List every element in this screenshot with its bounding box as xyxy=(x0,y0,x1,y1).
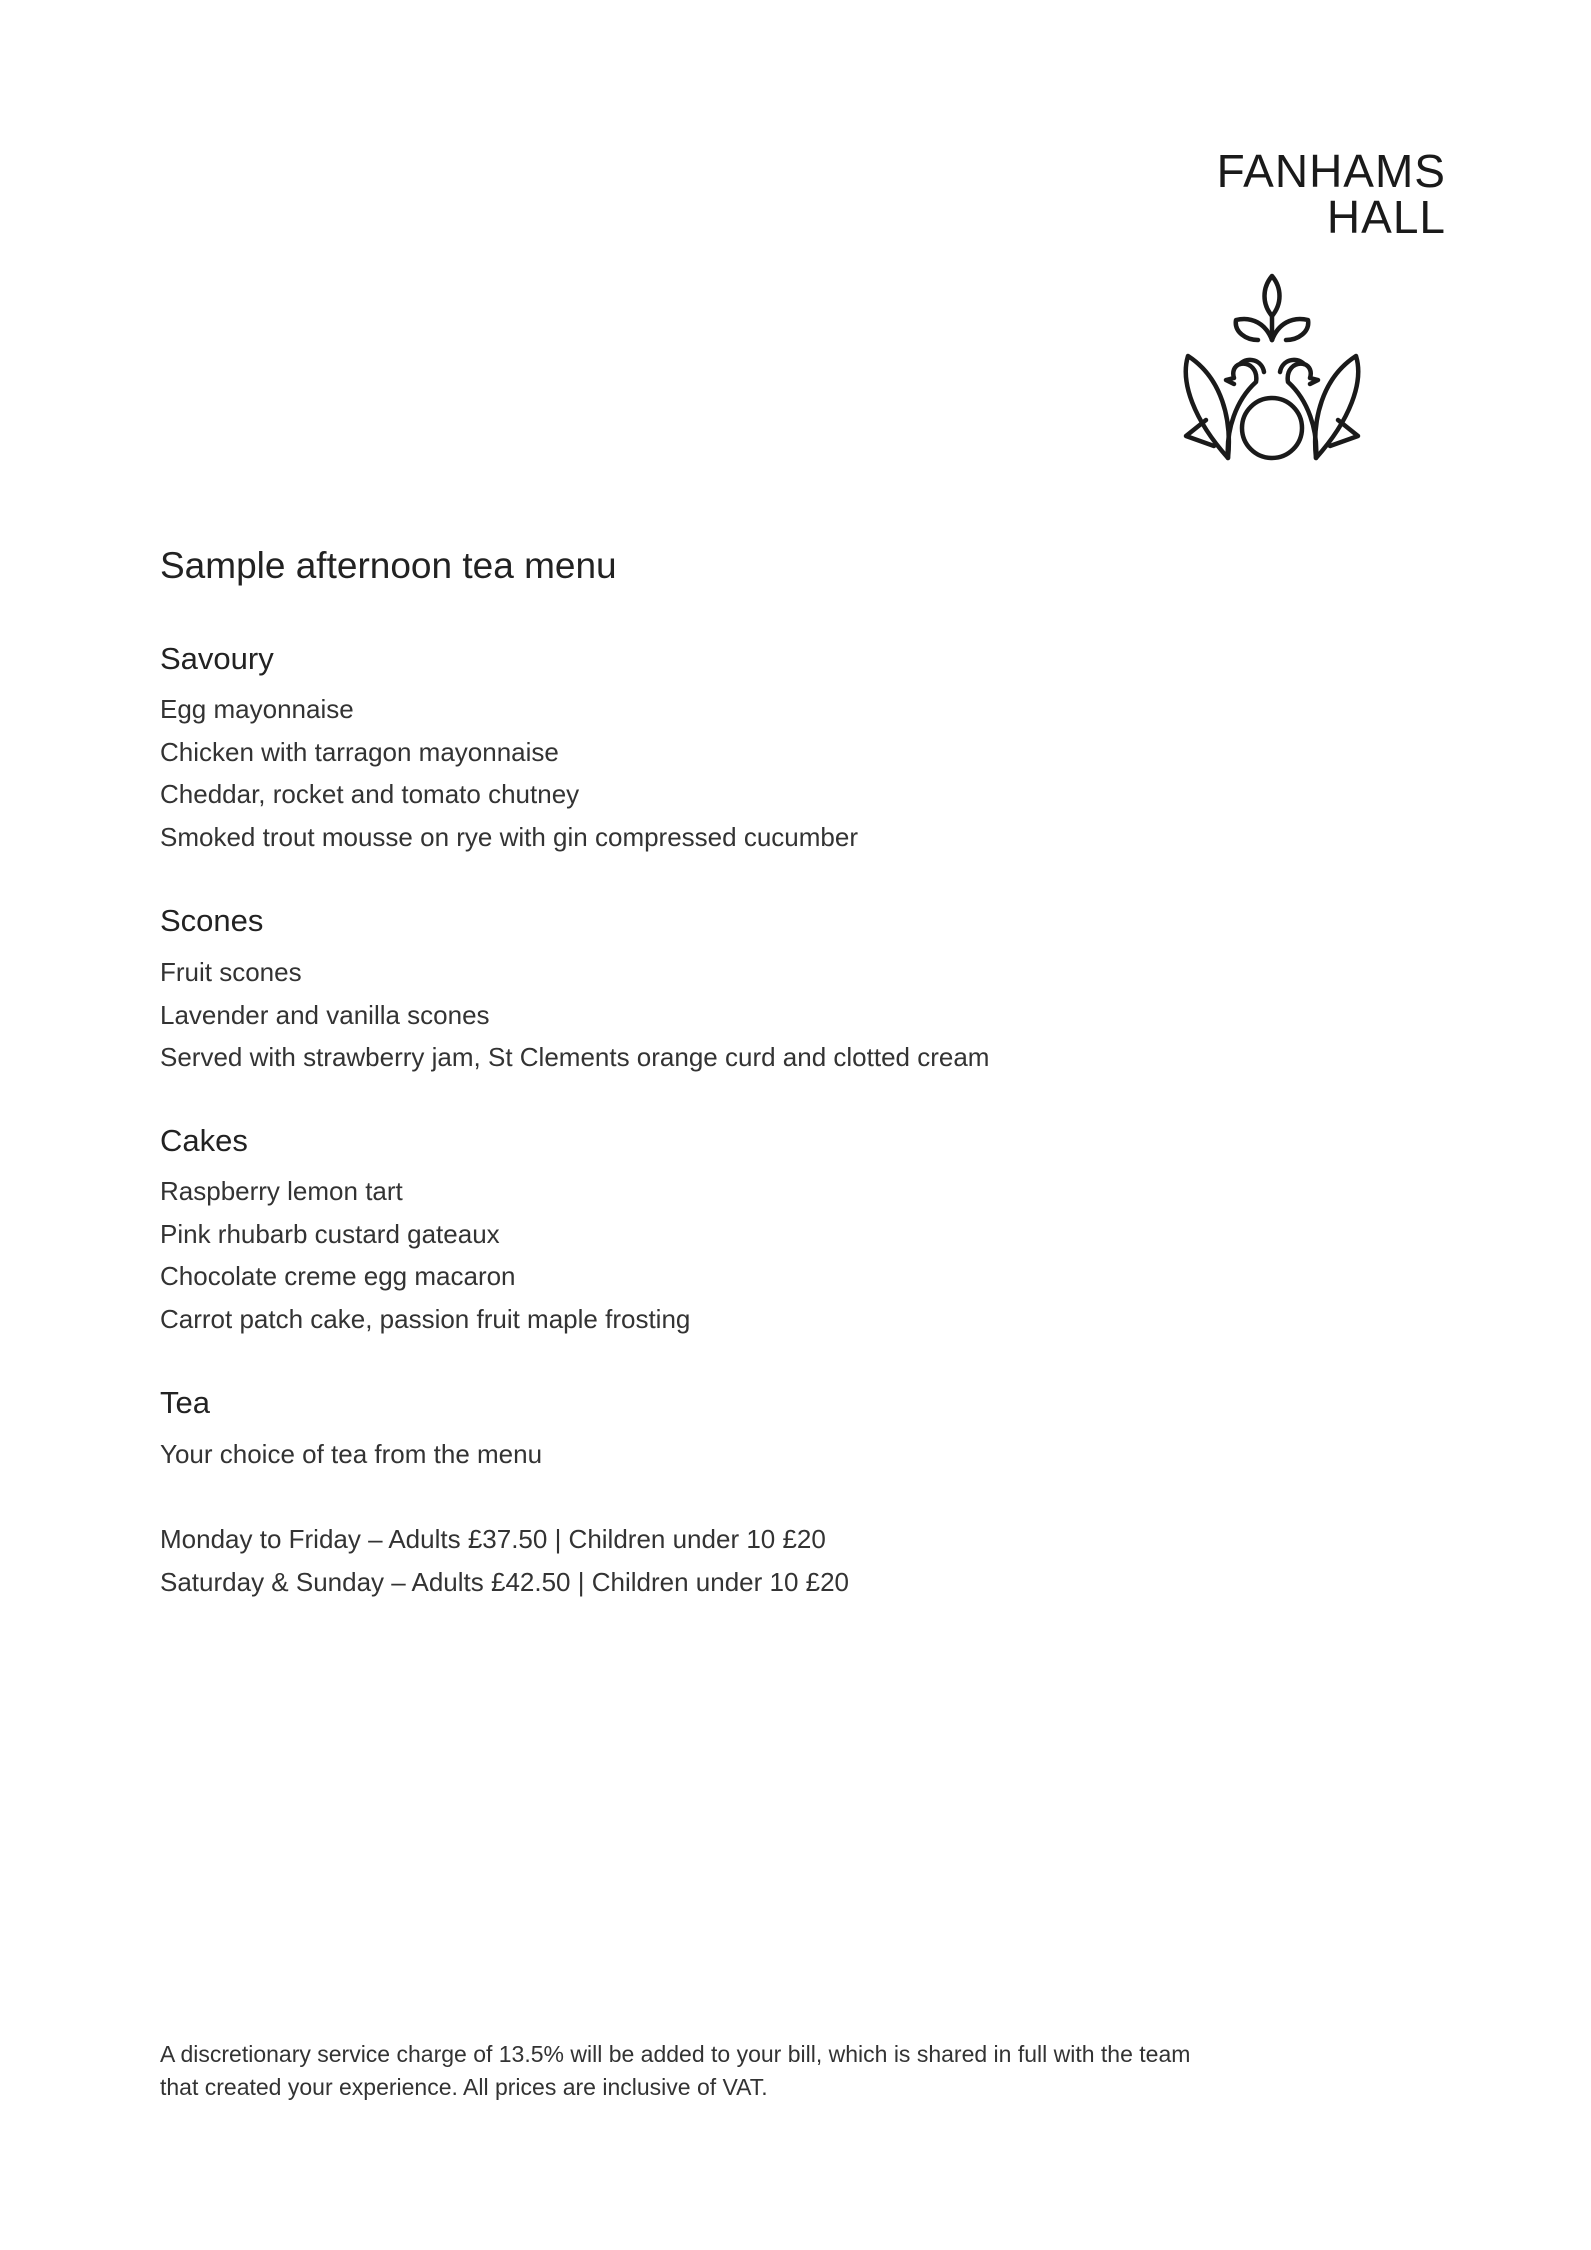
pricing-weekday: Monday to Friday – Adults £37.50 | Children under 10 £20 xyxy=(160,1524,826,1554)
menu-item: Lavender and vanilla scones xyxy=(160,999,490,1030)
menu-item: Chocolate creme egg macaron xyxy=(160,1261,516,1291)
menu-item: Your choice of tea from the menu xyxy=(160,1439,543,1469)
savoury-items xyxy=(160,688,858,858)
fanhams-crest-icon xyxy=(1166,270,1378,470)
menu-item: Chicken with tarragon mayonnaise xyxy=(160,736,559,767)
section-title-scones: Scones xyxy=(160,903,264,938)
menu-item: Egg mayonnaise xyxy=(160,694,354,724)
menu-item: Smoked trout mousse on rye with gin compressed cucumber xyxy=(160,821,858,852)
brand-name: FANHAMS HALL xyxy=(1216,145,1446,243)
tea-items xyxy=(160,1433,542,1476)
menu-item: Carrot patch cake, passion fruit maple frosting xyxy=(160,1303,691,1334)
scones-items xyxy=(160,951,989,1079)
menu-item: Raspberry lemon tart xyxy=(160,1176,403,1206)
pricing-weekend: Saturday & Sunday – Adults £42.50 | Children under 10 £20 xyxy=(160,1566,850,1597)
section-title-cakes: Cakes xyxy=(160,1123,248,1158)
menu-title: Sample afternoon tea menu xyxy=(160,545,617,586)
menu-item: Served with strawberry jam, St Clements orange curd and clotted cream xyxy=(160,1042,990,1072)
cakes-items xyxy=(160,1170,690,1340)
menu-item: Fruit scones xyxy=(160,957,302,987)
section-title-tea: Tea xyxy=(160,1385,210,1420)
section-title-savoury: Savoury xyxy=(160,641,274,676)
menu-item: Cheddar, rocket and tomato chutney xyxy=(160,779,580,809)
service-charge-note: A discretionary service charge of 13.5% will be added to your bill, which is shared in full with the team that created your experience. All prices are inclusive of VAT. xyxy=(160,2041,1191,2100)
menu-item: Pink rhubarb custard gateaux xyxy=(160,1218,500,1249)
pricing xyxy=(160,1518,849,1603)
